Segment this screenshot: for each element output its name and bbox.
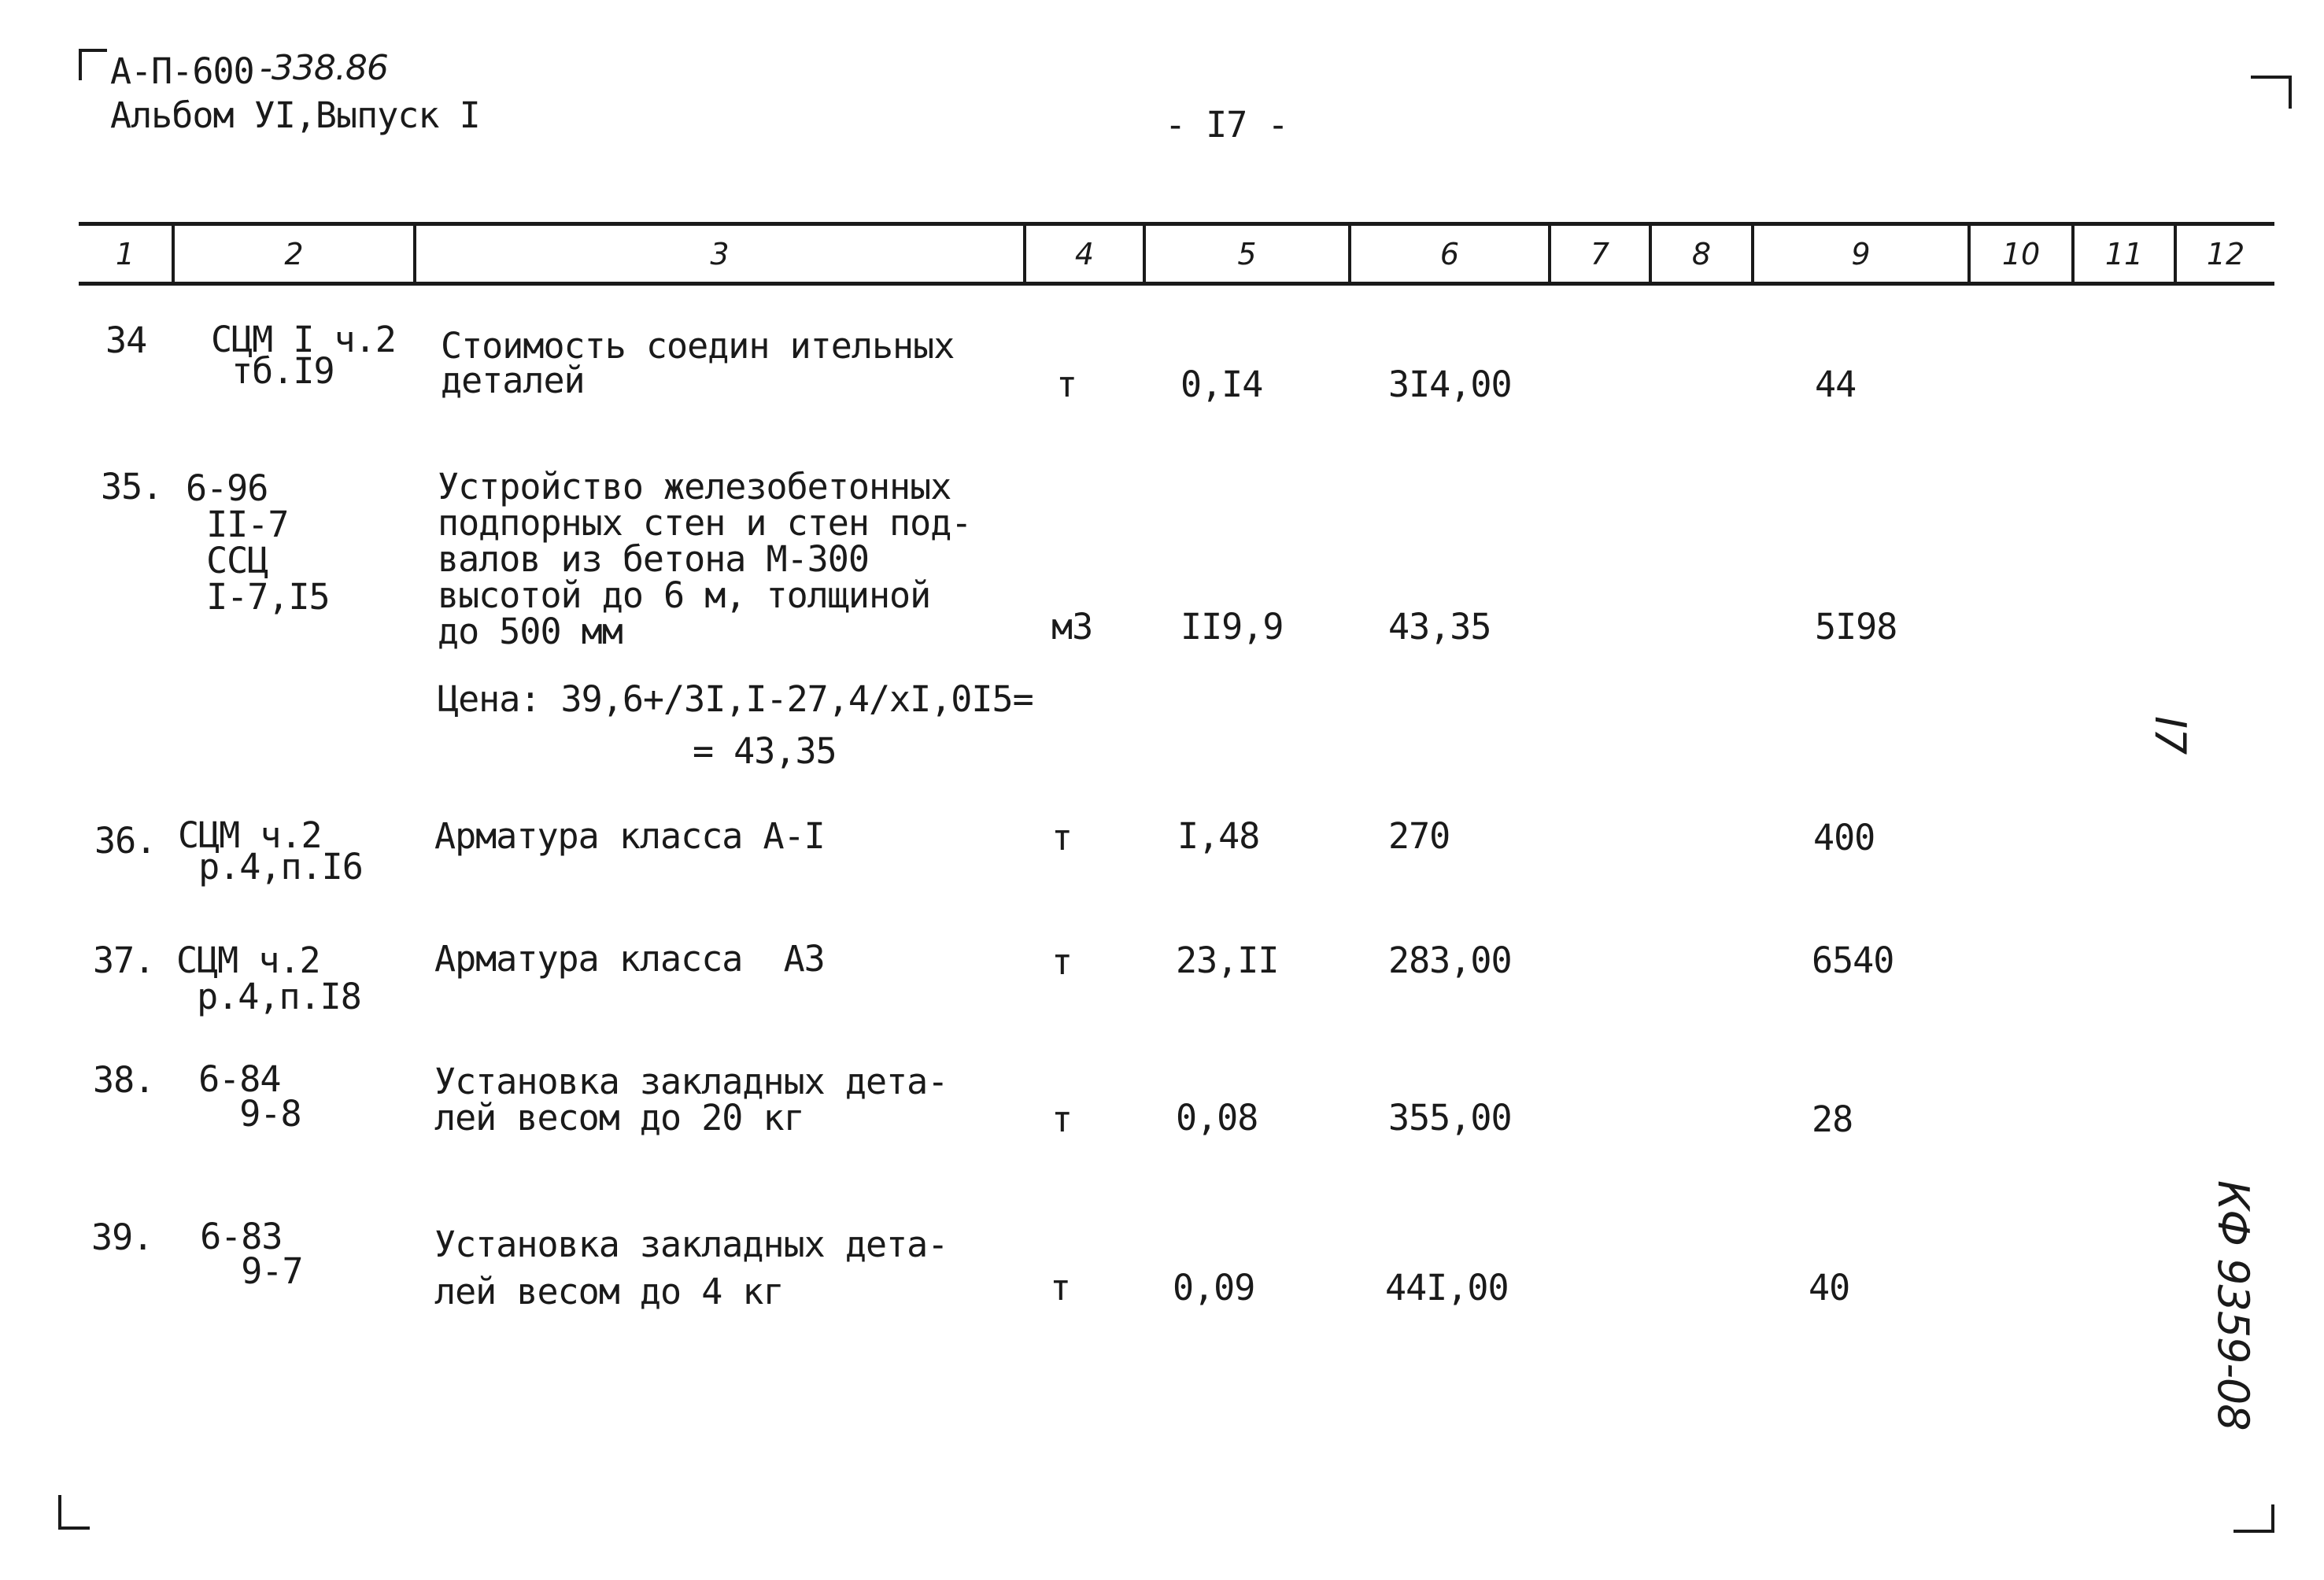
row-description: Стоимость соедин ительных деталей	[441, 325, 955, 401]
column-header: 7	[1590, 237, 1610, 271]
column-header: 12	[2206, 237, 2245, 271]
row-unit-price: 3I4,00	[1388, 364, 1512, 405]
row-reference: 6-96 II-7 ССЦ I-7,I5	[186, 467, 330, 618]
album-title: Альбом УI,Выпуск I	[110, 94, 480, 136]
row-number: 37.	[93, 940, 155, 981]
row-description: Арматура класса А-I	[434, 815, 825, 857]
row-quantity: 0,09	[1173, 1267, 1255, 1309]
row-number: 36.	[94, 820, 157, 862]
row-unit-price: 43,35	[1388, 606, 1491, 648]
row-number: 39.	[91, 1216, 153, 1258]
corner-mark-top-left	[79, 49, 107, 52]
column-header: 11	[2104, 237, 2144, 271]
row-reference: СЦМ ч.2 р.4,п.I8	[176, 940, 361, 1017]
corner-mark-bottom-right	[2271, 1504, 2274, 1533]
row-total: 40	[1809, 1267, 1850, 1309]
row-total: 6540	[1812, 940, 1894, 981]
row-unit: т	[1050, 1267, 1071, 1309]
row-description: Устройство железобетонных подпорных стен и стен под- валов из бетона М-300 высотой до 6 м, толщиной до 500 мм	[438, 466, 972, 652]
row-unit-price: 270	[1388, 815, 1450, 857]
row-reference: 6-83 9-7	[200, 1216, 303, 1292]
page-number: - I7 -	[1165, 104, 1288, 146]
column-header: 8	[1691, 237, 1712, 271]
corner-mark-bottom-left	[58, 1495, 61, 1530]
row-reference: СЦМ ч.2 р.4,п.I6	[178, 814, 363, 888]
row-total: 400	[1813, 817, 1875, 858]
corner-mark-top-left	[79, 49, 82, 80]
column-header: 9	[1851, 237, 1871, 271]
row-unit: т	[1056, 364, 1077, 405]
row-unit: т	[1051, 941, 1073, 983]
row-number: 35.	[101, 466, 163, 508]
corner-mark-top-right	[2251, 76, 2292, 79]
column-header: 2	[284, 237, 304, 271]
column-header: 4	[1074, 237, 1095, 271]
row-reference: 6-84 9-8	[198, 1058, 301, 1135]
document-code-handwritten: -338.86	[260, 48, 388, 88]
row-unit-price: 355,00	[1388, 1097, 1512, 1139]
row-total: 44	[1815, 364, 1857, 405]
margin-page-mark: I7	[2145, 716, 2195, 755]
column-header: 3	[710, 237, 730, 271]
column-header: 6	[1439, 237, 1460, 271]
archive-stamp: КФ 9359-08	[2208, 1180, 2258, 1430]
row-number: 38.	[93, 1059, 155, 1101]
row-unit-price: 283,00	[1388, 940, 1512, 981]
row-description: Установка закладных дета- лей весом до 4 кг	[434, 1224, 948, 1312]
price-calculation: Цена: 39,6+/3I,I-27,4/хI,0I5=	[438, 678, 1033, 720]
row-unit: м3	[1051, 606, 1093, 648]
row-quantity: 0,08	[1176, 1097, 1258, 1139]
row-unit-price: 44I,00	[1385, 1267, 1509, 1309]
corner-mark-bottom-left	[58, 1526, 90, 1530]
row-total: 5I98	[1815, 606, 1897, 648]
row-quantity: I,48	[1177, 815, 1260, 857]
corner-mark-top-right	[2289, 76, 2292, 109]
row-unit: т	[1051, 817, 1073, 858]
row-number: 34	[105, 319, 147, 361]
row-unit: т	[1051, 1098, 1073, 1140]
column-header: 10	[2001, 237, 2041, 271]
column-header: 5	[1237, 237, 1257, 271]
price-calculation-result: = 43,35	[693, 730, 837, 772]
row-total: 28	[1812, 1098, 1853, 1140]
row-reference: СЦМ I ч.2 тб.I9	[211, 319, 396, 392]
row-quantity: 0,I4	[1180, 364, 1263, 405]
row-quantity: II9,9	[1180, 606, 1284, 648]
column-header: 1	[115, 237, 135, 271]
row-description: Арматура класса А3	[434, 938, 825, 980]
row-quantity: 23,II	[1176, 940, 1279, 981]
corner-mark-bottom-right	[2233, 1530, 2274, 1533]
document-code: А-П-600	[110, 50, 254, 92]
row-description: Установка закладных дета- лей весом до 20 кг	[434, 1061, 948, 1139]
